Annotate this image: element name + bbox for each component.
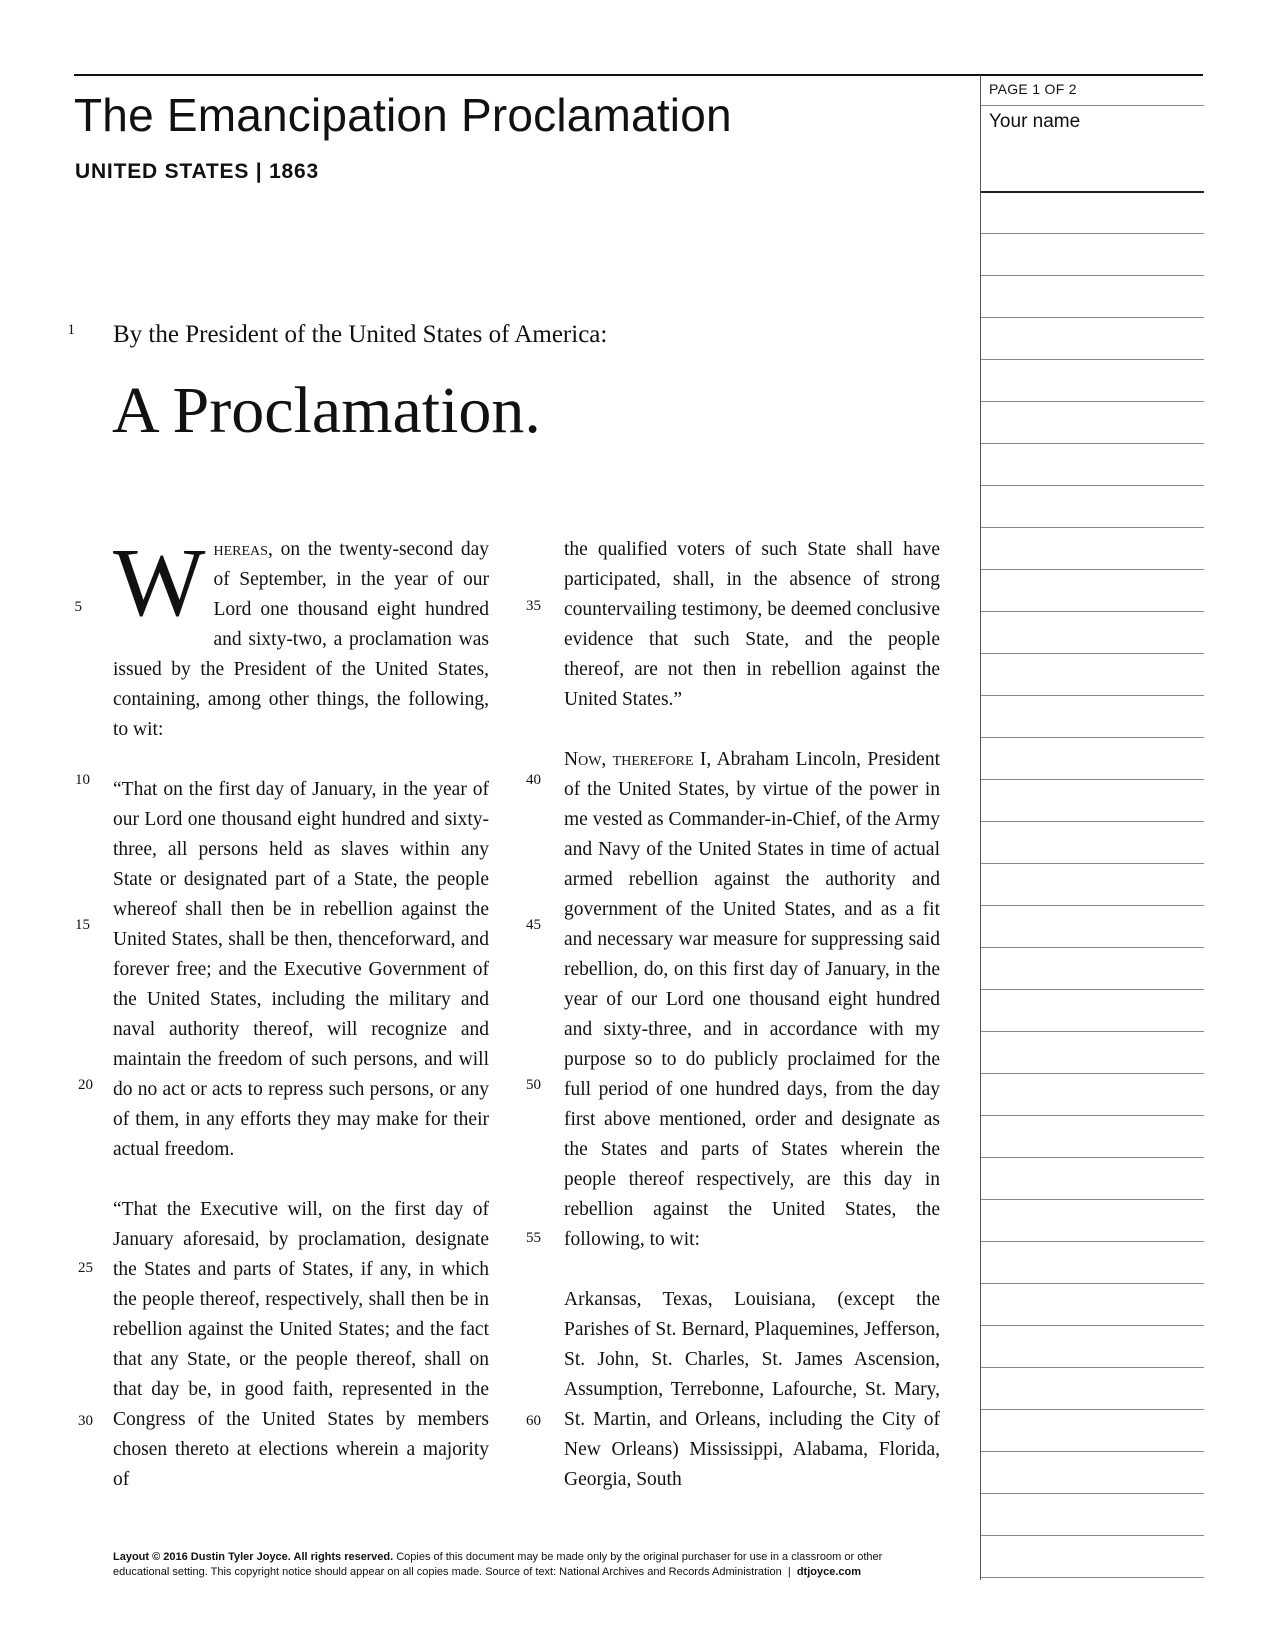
line-number: 25	[78, 1260, 93, 1276]
copyright-footer: Layout © 2016 Dustin Tyler Joyce. All rights reserved. Copies of this document may be made only by the original purchaser for use in a classroom or other educational setting. This copyright notice should appear on all copies made. Source of text: National Archives and Records Administration | dtjoyce.com	[113, 1551, 883, 1578]
line-number: 55	[526, 1230, 541, 1246]
notes-top-rule	[981, 191, 1204, 193]
document-subtitle: UNITED STATES | 1863	[75, 160, 319, 183]
note-line	[981, 905, 1204, 906]
copyright-notice: Layout © 2016 Dustin Tyler Joyce. All rights reserved.	[113, 1551, 394, 1563]
note-line	[981, 569, 1204, 570]
paragraph-text: I, Abraham Lincoln, President of the United States, by virtue of the power in me vested as Commander-in-Chief, of the Army and Navy of the United States in time of actual armed rebellion against the authority and government of the United States, and as a fit and necessary war measure for suppressing said rebellion, do, on this first day of January, in the year of our Lord one thousand eight hundred and sixty-three, and in accordance with my purpose so to do publicly proclaimed for the full period of one hundred days, from the day first above mentioned, order and designate as the States and parts of States wherein the people thereof respectively, are this day in rebellion against the United States, the following, to wit:	[564, 749, 940, 1250]
line-number: 50	[526, 1077, 541, 1093]
note-line	[981, 1409, 1204, 1410]
proclamation-heading: A Proclamation.	[112, 374, 541, 447]
paragraph-now-therefore	[564, 745, 940, 1255]
line-number: 45	[526, 917, 541, 933]
note-line	[981, 527, 1204, 528]
note-line	[981, 1031, 1204, 1032]
line-number: 10	[75, 772, 90, 788]
note-line	[981, 779, 1204, 780]
note-line	[981, 1577, 1204, 1578]
name-rule	[981, 105, 1204, 106]
note-line	[981, 653, 1204, 654]
note-line	[981, 737, 1204, 738]
note-line	[981, 485, 1204, 486]
paragraph-whereas	[113, 529, 489, 745]
note-line	[981, 695, 1204, 696]
note-line	[981, 1073, 1204, 1074]
page-indicator: PAGE 1 OF 2	[989, 81, 1077, 97]
note-line	[981, 1535, 1204, 1536]
document-title: The Emancipation Proclamation	[74, 89, 732, 141]
line-number: 15	[75, 917, 90, 933]
name-field-label: Your name	[989, 111, 1081, 132]
note-line	[981, 275, 1204, 276]
note-line	[981, 821, 1204, 822]
notes-sidebar	[980, 75, 1204, 1580]
paragraph-quote-second: “That the Executive will, on the first day of January aforesaid, by proclamation, designate the States and parts of States, if any, in which the people thereof, respectively, shall then be in rebellion against the United States; and the fact that any State, or the people thereof, shall on that day be, in good faith, represented in the Congress of the United States by members chosen thereto at elections wherein a majority of	[113, 1199, 489, 1490]
line-number: 35	[526, 598, 541, 614]
note-line	[981, 1367, 1204, 1368]
note-line	[981, 401, 1204, 402]
note-line	[981, 443, 1204, 444]
line-number: 30	[78, 1413, 93, 1429]
note-line	[981, 1241, 1204, 1242]
note-line	[981, 317, 1204, 318]
paragraph-states-list: Arkansas, Texas, Louisiana, (except the Parishes of St. Bernard, Plaquemines, Jefferson, St. John, St. Charles, St. James Ascension, Assumption, Terrebonne, Lafourche, St. Mary, St. Martin, and Orleans, including the City of New Orleans) Mississippi, Alabama, Florida, Georgia, South	[564, 1289, 940, 1490]
note-line	[981, 1115, 1204, 1116]
note-line	[981, 233, 1204, 234]
note-line	[981, 1325, 1204, 1326]
website-link[interactable]: dtjoyce.com	[796, 1566, 862, 1578]
paragraph-quote-first: “That on the first day of January, in the year of our Lord one thousand eight hundred and sixty-three, all persons held as slaves within any State or designated part of a State, the people whereof shall then be in rebellion against the United States, shall be then, thenceforward, and forever free; and the Executive Government of the United States, including the military and naval authority thereof, will recognize and maintain the freedom of such persons, and will do no act or acts to repress such persons, or any of them, in any efforts they may make for their actual freedom.	[113, 779, 489, 1160]
salutation: By the President of the United States of America:	[113, 321, 608, 348]
left-column	[113, 529, 489, 1495]
paragraph-text: , on the twenty-second day of September, in the year of our Lord one thousand eight hundred and sixty-two, a proclamation was issued by the President of the United States, containing, among other things, the following, to wit:	[113, 539, 489, 740]
small-caps-lead: Now, therefore	[564, 749, 694, 770]
note-line	[981, 1493, 1204, 1494]
line-number: 40	[526, 772, 541, 788]
line-number: 20	[78, 1077, 93, 1093]
note-line	[981, 1283, 1204, 1284]
note-line	[981, 1451, 1204, 1452]
note-line	[981, 1199, 1204, 1200]
right-column	[564, 535, 940, 1495]
note-line	[981, 863, 1204, 864]
note-line	[981, 989, 1204, 990]
line-number: 5	[74, 599, 82, 615]
drop-cap: W	[113, 529, 206, 637]
note-line	[981, 947, 1204, 948]
paragraph-continued: the qualified voters of such State shall have participated, shall, in the absence of strong countervailing testimony, be deemed conclusive evidence that such State, and the people thereof, are not then in rebellion against the United States.”	[564, 539, 940, 710]
line-number: 60	[526, 1413, 541, 1429]
note-line	[981, 1157, 1204, 1158]
note-line	[981, 611, 1204, 612]
note-line	[981, 359, 1204, 360]
small-caps-lead: hereas	[213, 539, 268, 560]
line-number: 1	[67, 322, 75, 338]
copyright-text: Copies of this document may be made only by the original purchaser for use in a classroom or other educational setting. This copyright notice should appear on all copies made. Source of text: National Archives and Records Administration	[113, 1551, 883, 1578]
